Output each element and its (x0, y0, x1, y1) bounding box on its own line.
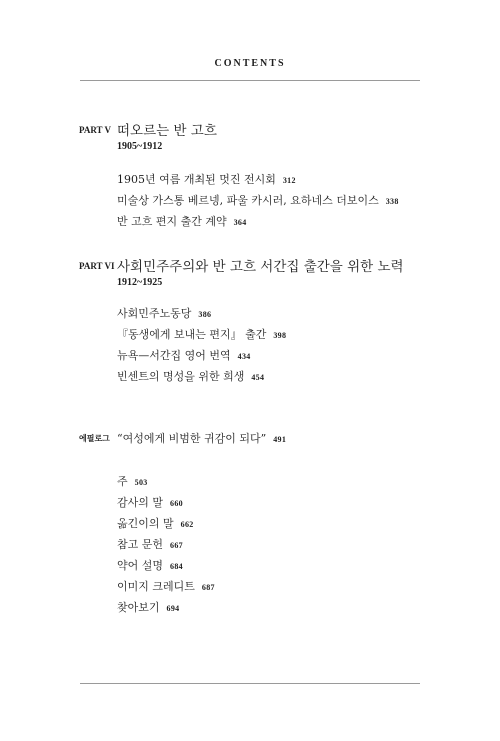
part-5-years: 1905~1912 (117, 141, 163, 152)
entry-page: 694 (166, 604, 180, 613)
toc-entry (117, 326, 286, 342)
entry-title: 옮긴이의 말 (117, 517, 174, 530)
toc-entry (117, 473, 148, 489)
toc-entry (117, 171, 296, 187)
entry-page: 386 (198, 310, 212, 319)
entry-title: 참고 문헌 (117, 538, 164, 551)
toc-entry (117, 599, 179, 615)
toc-entry (117, 578, 215, 594)
epilogue-entry (117, 430, 286, 446)
entry-page: 503 (134, 478, 148, 487)
entry-page: 364 (233, 218, 247, 227)
toc-entry (117, 557, 183, 573)
entry-page: 398 (273, 331, 287, 340)
entry-page: 312 (282, 176, 296, 185)
entry-page: 687 (201, 583, 215, 592)
bottom-divider (80, 683, 420, 684)
entry-page: 434 (237, 352, 251, 361)
toc-entry (117, 347, 251, 363)
toc-entry (117, 213, 247, 229)
epilogue-label: 에필로그 (79, 434, 110, 443)
entry-page: 491 (273, 435, 287, 444)
toc-entry (117, 305, 211, 321)
entry-title: 1905년 여름 개최된 멋진 전시회 (117, 173, 276, 186)
part-6-label: PART VI (79, 261, 115, 271)
toc-entry (117, 494, 183, 510)
entry-page: 660 (170, 499, 183, 508)
entry-title: 주 (117, 475, 128, 488)
entry-title: 찾아보기 (117, 601, 160, 614)
entry-page: 338 (385, 197, 399, 206)
entry-title: 이미지 크레디트 (117, 580, 195, 593)
entry-title: 뉴욕—서간집 영어 번역 (117, 349, 231, 362)
entry-title: 빈센트의 명성을 위한 희생 (117, 370, 245, 383)
toc-entry (117, 192, 399, 208)
entry-page: 454 (251, 373, 265, 382)
entry-page: 662 (180, 520, 194, 529)
part-6-years: 1912~1925 (117, 277, 163, 288)
top-divider (80, 80, 420, 81)
entry-title: 사회민주노동당 (117, 307, 192, 320)
toc-entry (117, 536, 183, 552)
part-5-title: 떠오르는 반 고흐 (117, 123, 217, 139)
entry-title: 약어 설명 (117, 559, 164, 572)
contents-heading: CONTENTS (214, 58, 286, 69)
toc-entry (117, 515, 194, 531)
part-6-title: 사회민주주의와 반 고흐 서간집 출간을 위한 노력 (117, 259, 404, 275)
entry-title: “여성에게 비범한 귀감이 되다” (117, 432, 267, 445)
entry-title: 감사의 말 (117, 496, 164, 509)
entry-page: 684 (170, 562, 183, 571)
entry-title: 미술상 가스통 베르넹, 파울 카시러, 요하네스 더보이스 (117, 194, 379, 207)
entry-page: 667 (170, 541, 183, 550)
entry-title: 『동생에게 보내는 편지』 출간 (117, 328, 267, 341)
entry-title: 반 고흐 편지 출간 계약 (117, 215, 227, 228)
toc-entry (117, 368, 264, 384)
part-5-label: PART V (79, 125, 111, 135)
